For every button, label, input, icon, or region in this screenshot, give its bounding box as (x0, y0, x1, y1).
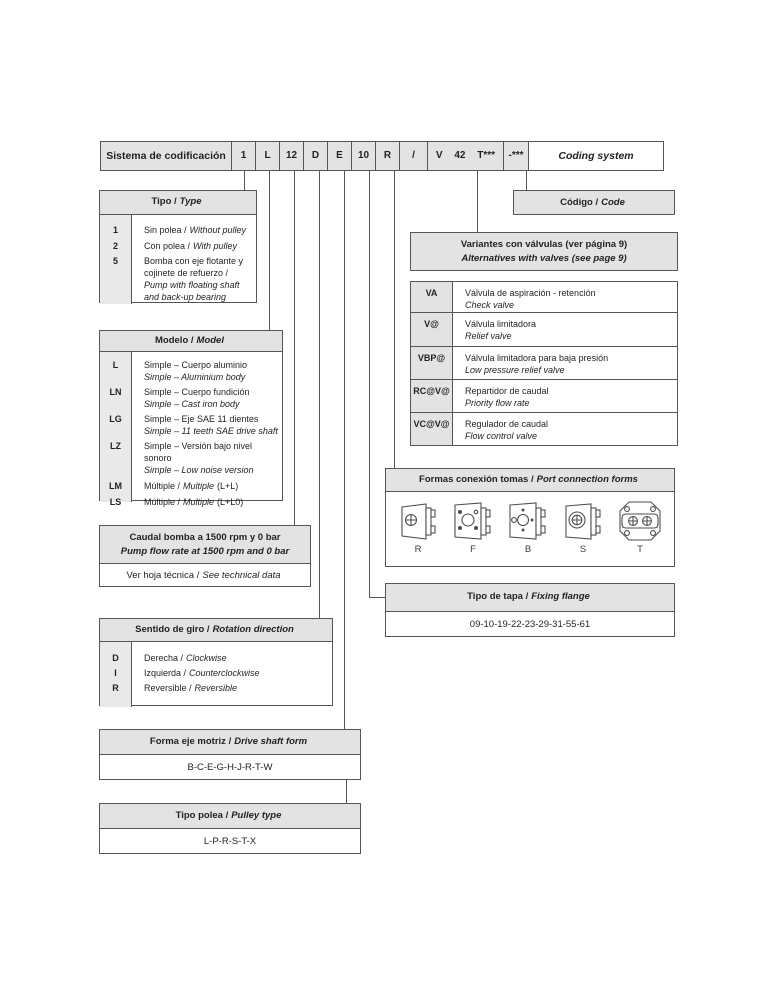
modelo-row (100, 476, 282, 493)
eje-box-header (100, 730, 360, 755)
valve-row-es: Válvula de aspiración - retención (465, 288, 596, 298)
sentido-row-es: Izquierda / (144, 668, 187, 678)
sentido-title-en: Rotation direction (212, 624, 294, 635)
valve-row (411, 412, 677, 445)
modelo-row-es: Simple – Eje SAE 11 dientes (144, 414, 259, 424)
code-cell-eje: E (327, 141, 352, 171)
modelo-row-en: Simple – 11 teeth SAE drive shaft (144, 426, 278, 436)
codigo-title-es: Código / (560, 197, 599, 208)
modelo-row (100, 383, 282, 410)
code-cell-sentido: D (303, 141, 328, 171)
sentido-row (100, 642, 332, 666)
connector-modelo (269, 171, 270, 330)
tipo-row-code: 5 (112, 256, 118, 266)
caudal-box-header (100, 526, 310, 564)
polea-box (99, 803, 361, 854)
tipo-box-header (100, 191, 256, 215)
tapa-title-en: Fixing flange (531, 591, 590, 602)
code-cell-valvulas: V 42 T*** (427, 141, 504, 171)
tipo-row (100, 237, 256, 253)
valve-row-en: Low pressure relief valve (465, 364, 565, 375)
modelo-row (100, 410, 282, 437)
connector-tapa-vertical (369, 171, 370, 598)
sentido-box-header (100, 619, 332, 642)
valve-row-es: Válvula limitadora para baja presión (465, 353, 609, 363)
modelo-row-es: Simple – Versión bajo nivel sonoro (144, 441, 253, 463)
caudal-title-es: Caudal bomba a 1500 rpm y 0 bar (129, 532, 281, 543)
port-form-s-icon (560, 499, 606, 543)
tipo-row-es: Sin polea / (144, 225, 187, 235)
modelo-box (99, 330, 283, 507)
port-form-s (560, 499, 606, 555)
code-cell-tapa: 10 (351, 141, 376, 171)
coding-bar-title-es: Sistema de codificación (100, 141, 232, 171)
valve-row-code: RC@V@ (411, 380, 453, 412)
port-form-r-icon (395, 499, 441, 543)
port-form-label: R (414, 544, 422, 555)
tipo-row-code: 1 (112, 225, 118, 235)
modelo-row (100, 437, 282, 476)
connector-variantes (477, 171, 478, 232)
valve-row (411, 346, 677, 379)
valve-row (411, 379, 677, 412)
coding-bar (100, 141, 664, 171)
modelo-title-en: Model (196, 335, 224, 346)
tipo-row-code: 2 (112, 241, 118, 251)
valve-row-en: Check valve (465, 299, 515, 310)
modelo-row-en: Simple – Cast iron body (144, 399, 240, 409)
tipo-title-en: Type (179, 196, 202, 207)
port-form-f-icon (450, 499, 496, 543)
valve-row-es: Regulador de caudal (465, 419, 549, 429)
modelo-row-es: Simple – Cuerpo fundición (144, 387, 250, 397)
codigo-box-header (514, 191, 674, 214)
eje-value: B-C-E-G-H-J-R-T-W (187, 762, 273, 773)
codigo-title-en: Code (601, 197, 625, 208)
sentido-row (100, 666, 332, 681)
tipo-row (100, 215, 256, 237)
tipo-row (100, 253, 256, 303)
valve-row-code: VC@V@ (411, 413, 453, 445)
modelo-row-es: Simple – Cuerpo aluminio (144, 360, 248, 370)
code-cell-formas: R (375, 141, 400, 171)
caudal-value (100, 564, 310, 587)
port-form-r (395, 499, 441, 555)
sentido-box-body (100, 642, 332, 707)
valve-row-es: Válvula limitadora (465, 319, 537, 329)
modelo-row-suffix: (L+L) (217, 481, 239, 491)
valve-row-es: Repartidor de caudal (465, 386, 549, 396)
sentido-row-en: Clockwise (186, 653, 227, 663)
tapa-box (385, 583, 675, 637)
codigo-box (513, 190, 675, 215)
tapa-box-header (386, 584, 674, 612)
sentido-row-es: Reversible / (144, 683, 192, 693)
sentido-row-code: D (112, 653, 119, 663)
eje-title-es: Forma eje motriz / (149, 736, 232, 747)
port-form-label: T (637, 544, 643, 555)
modelo-row-en: Multiple (183, 481, 215, 491)
connector-caudal (294, 171, 295, 525)
caudal-box (99, 525, 311, 587)
tipo-title-es: Tipo / (151, 196, 177, 207)
variantes-box-header (411, 233, 677, 266)
formas-title-en: Port connection forms (536, 474, 638, 485)
modelo-row-code: L (112, 360, 119, 370)
code-cell-modelo: L (255, 141, 280, 171)
coding-bar-title-en: Coding system (528, 141, 664, 171)
polea-value: L-P-R-S-T-X (203, 836, 257, 847)
tipo-row-en: Pump with floating shaft and back-up bearing (144, 280, 240, 302)
sentido-row-code: I (114, 668, 117, 678)
valve-row (411, 282, 677, 312)
tipo-box (99, 190, 257, 303)
code-cell-caudal: 12 (279, 141, 304, 171)
sentido-row-en: Reversible (194, 683, 238, 693)
formas-box-header (386, 469, 674, 492)
connector-tapa-elbow (369, 597, 386, 598)
modelo-row-code: LG (109, 414, 122, 424)
valve-row (411, 312, 677, 346)
connector-codigo (526, 171, 527, 190)
port-form-t-icon (615, 499, 665, 543)
tapa-title-es: Tipo de tapa / (467, 591, 529, 602)
port-form-b (505, 499, 551, 555)
eje-box (99, 729, 361, 780)
polea-title-es: Tipo polea / (175, 810, 229, 821)
modelo-row-es: Múltiple / (144, 481, 181, 491)
port-form-f (450, 499, 496, 555)
valve-table (410, 281, 678, 446)
modelo-row (100, 352, 282, 383)
connector-sentido (319, 171, 320, 618)
code-cell-codigo: -*** (503, 141, 529, 171)
modelo-row-code: LM (109, 481, 122, 491)
caudal-value-en: See technical data (202, 570, 281, 581)
connector-eje (344, 171, 345, 729)
tipo-row-en: With pulley (193, 241, 237, 251)
port-form-label: F (470, 544, 476, 555)
modelo-title-es: Modelo / (155, 335, 194, 346)
variantes-box (410, 232, 678, 271)
valve-row-en: Relief valve (465, 330, 512, 341)
sentido-row-code: R (112, 683, 119, 693)
port-form-t (615, 499, 665, 555)
modelo-box-header (100, 331, 282, 352)
modelo-row-suffix: (L+L0) (217, 497, 244, 507)
caudal-title-en: Pump flow rate at 1500 rpm and 0 bar (120, 546, 290, 557)
variantes-title-en: Alternatives with valves (see page 9) (461, 253, 627, 264)
sentido-title-es: Sentido de giro / (135, 624, 210, 635)
sentido-box (99, 618, 333, 706)
eje-title-en: Drive shaft form (234, 736, 308, 747)
valve-row-code: VBP@ (411, 347, 453, 379)
tipo-row-en: Without pulley (189, 225, 246, 235)
tipo-row-es: Con polea / (144, 241, 191, 251)
code-cell-slash: / (399, 141, 428, 171)
modelo-row-code: LS (109, 497, 122, 507)
port-form-label: S (579, 544, 587, 555)
tipo-box-body (100, 215, 256, 304)
connector-formas (394, 171, 395, 468)
tipo-row-es: Bomba con eje flotante y cojinete de refuerzo / (144, 256, 244, 278)
modelo-row-es: Múltiple / (144, 497, 181, 507)
formas-box (385, 468, 675, 567)
modelo-box-body (100, 352, 282, 507)
formas-title-es: Formas conexión tomas / (419, 474, 534, 485)
valve-row-code: V@ (411, 313, 453, 346)
modelo-row-en: Multiple (183, 497, 215, 507)
polea-box-header (100, 804, 360, 829)
port-forms-row (386, 492, 674, 555)
sentido-row-es: Derecha / (144, 653, 184, 663)
caudal-value-es: Ver hoja técnica / (126, 570, 200, 581)
connector-eje-polea (346, 780, 347, 803)
valve-row-code: VA (411, 282, 453, 312)
polea-title-en: Pulley type (231, 810, 282, 821)
valve-row-en: Priority flow rate (465, 397, 530, 408)
modelo-row-en: Simple – Low noise version (144, 465, 254, 475)
modelo-row-en: Simple – Aluminium body (144, 372, 246, 382)
port-form-b-icon (505, 499, 551, 543)
variantes-title-es: Variantes con válvulas (ver página 9) (460, 239, 628, 250)
code-cell-tipo: 1 (231, 141, 256, 171)
sentido-row-en: Counterclockwise (189, 668, 260, 678)
modelo-row-code: LN (109, 387, 122, 397)
modelo-row-code: LZ (110, 441, 121, 451)
valve-row-en: Flow control valve (465, 430, 538, 441)
modelo-row (100, 493, 282, 509)
connector-tipo (244, 171, 245, 190)
port-form-label: B (524, 544, 532, 555)
tapa-value: 09-10-19-22-23-29-31-55-61 (469, 619, 591, 630)
sentido-row (100, 681, 332, 696)
